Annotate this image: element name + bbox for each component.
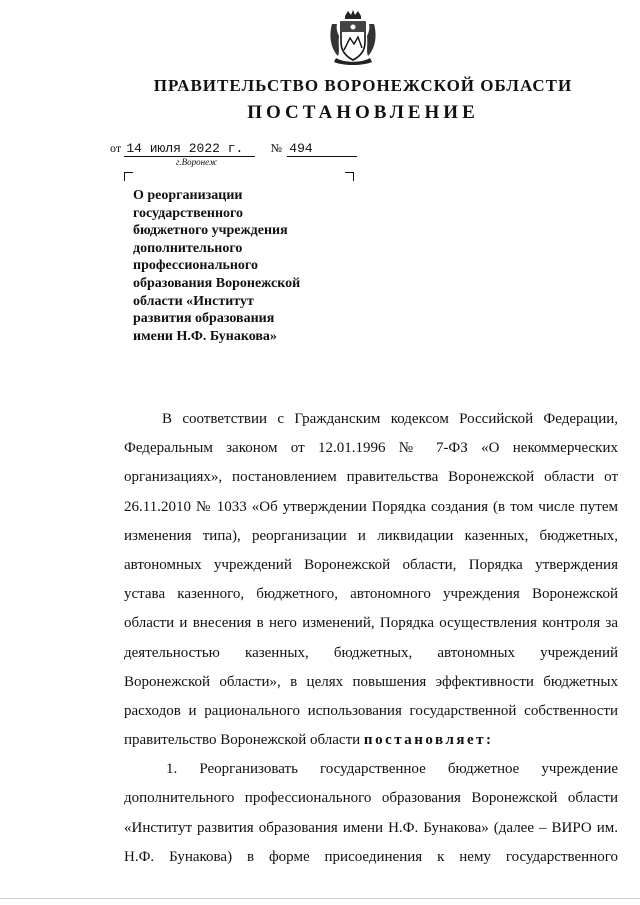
body-line: В соответствии с Гражданским кодексом Российской Федерации, bbox=[162, 411, 618, 427]
subject-bracket-left bbox=[124, 172, 133, 181]
government-title: ПРАВИТЕЛЬСТВО ВОРОНЕЖСКОЙ ОБЛАСТИ bbox=[153, 76, 573, 95]
document-date: 14 июля 2022 г. bbox=[124, 141, 255, 157]
body-line: области и внесения в него изменений, Порядка осуществления контроля за bbox=[124, 615, 618, 632]
body-line: расходов и рационального использования государственной собственности bbox=[124, 702, 618, 719]
item-line: «Институт развития образования имени Н.Ф. Бунакова» (далее – ВИРО им. bbox=[124, 819, 618, 836]
date-number-line bbox=[110, 140, 357, 158]
resolution-subject: правительство Воронежской области bbox=[124, 732, 361, 749]
subject-line: развития образования bbox=[133, 311, 275, 327]
body-line: деятельностью казенных, бюджетных, автономных учреждений bbox=[124, 644, 618, 661]
body-line: 26.11.2010 № 1033 «Об утверждении Порядка создания (в том числе путем bbox=[124, 498, 618, 515]
body-line: Федеральным законом от 12.01.1996 № 7-ФЗ «О некоммерческих bbox=[124, 440, 618, 457]
document-body bbox=[124, 405, 618, 872]
body-line-resolution bbox=[124, 726, 618, 755]
document-number: 494 bbox=[287, 141, 357, 157]
resolution-verb: постановляет: bbox=[363, 732, 494, 749]
body-line: изменения типа), реорганизации и ликвидации казенных, бюджетных, bbox=[124, 527, 618, 544]
page-footer-rule bbox=[0, 898, 640, 899]
date-label: от bbox=[110, 141, 122, 155]
body-line: автономных учреждений Воронежской области, Порядка утверждения bbox=[124, 556, 618, 573]
item-line: Н.Ф. Бунакова) в форме присоединения к нему государственного bbox=[124, 848, 618, 865]
coat-of-arms-icon bbox=[328, 10, 378, 66]
number-label: № bbox=[270, 141, 283, 155]
item-line: дополнительного профессионального образования Воронежской области bbox=[124, 790, 618, 807]
subject-line: государственного bbox=[133, 205, 244, 221]
document-type: ПОСТАНОВЛЕНИЕ bbox=[247, 102, 479, 123]
subject-line: О реорганизации bbox=[133, 188, 243, 203]
city-label: г.Воронеж bbox=[176, 157, 218, 167]
body-line: устава казенного, бюджетного, автономного учреждения Воронежской bbox=[124, 586, 618, 603]
subject-line: имени Н.Ф. Бунакова» bbox=[133, 328, 277, 344]
subject-bracket-right bbox=[345, 172, 354, 181]
subject-line: образования Воронежской bbox=[133, 275, 301, 291]
item-line: 1. Реорганизовать государственное бюджетное учреждение bbox=[166, 761, 618, 778]
subject-line: дополнительного bbox=[133, 240, 243, 256]
subject-line: области «Институт bbox=[133, 293, 254, 309]
document-subject bbox=[133, 187, 333, 345]
subject-line: профессионального bbox=[133, 258, 258, 274]
subject-line: бюджетного учреждения bbox=[133, 223, 288, 239]
body-line: Воронежской области», в целях повышения эффективности бюджетных bbox=[124, 673, 618, 690]
body-line: организациях», постановлением правительства Воронежской области от bbox=[124, 469, 618, 486]
